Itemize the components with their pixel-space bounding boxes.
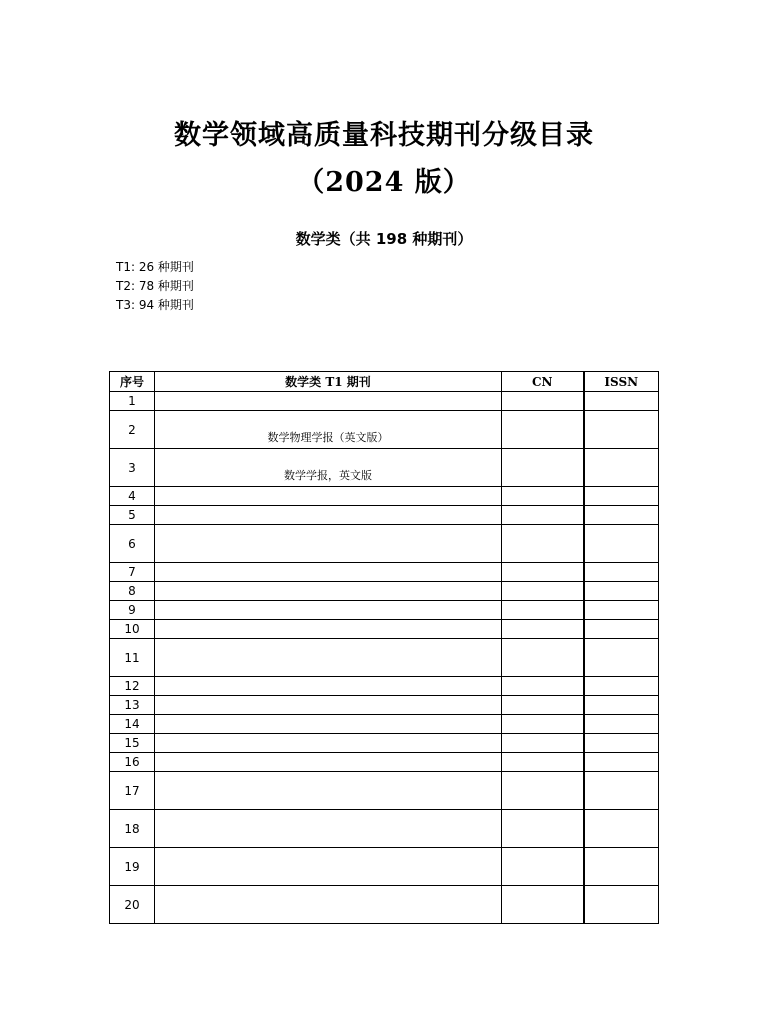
table-row — [110, 848, 659, 886]
row-index: 19 — [110, 848, 155, 886]
header-index: 序号 — [110, 372, 155, 392]
row-index: 1 — [110, 392, 155, 411]
row-index: 15 — [110, 734, 155, 753]
row-index: 5 — [110, 506, 155, 525]
row-cn — [502, 563, 584, 582]
row-issn — [584, 601, 659, 620]
row-issn — [584, 886, 659, 924]
table-header-row — [110, 372, 659, 392]
table-row — [110, 639, 659, 677]
row-journal-name — [155, 810, 502, 848]
row-cn — [502, 753, 584, 772]
row-index: 10 — [110, 620, 155, 639]
row-journal-name — [155, 848, 502, 886]
row-journal-name — [155, 753, 502, 772]
row-journal-name: 数学物理学报（英文版） — [155, 411, 502, 449]
row-cn — [502, 715, 584, 734]
table-row — [110, 810, 659, 848]
row-journal-name — [155, 525, 502, 563]
row-cn — [502, 696, 584, 715]
row-cn — [502, 734, 584, 753]
row-index: 17 — [110, 772, 155, 810]
row-cn — [502, 506, 584, 525]
row-issn — [584, 772, 659, 810]
row-journal-name — [155, 487, 502, 506]
row-journal-name — [155, 620, 502, 639]
table-row — [110, 582, 659, 601]
row-issn — [584, 392, 659, 411]
row-index: 7 — [110, 563, 155, 582]
row-index: 3 — [110, 449, 155, 487]
document-edition: （2024 版） — [297, 167, 471, 198]
row-journal-name — [155, 715, 502, 734]
row-journal-name — [155, 601, 502, 620]
row-journal-name — [155, 506, 502, 525]
row-issn — [584, 563, 659, 582]
row-issn — [584, 677, 659, 696]
row-index: 18 — [110, 810, 155, 848]
row-journal-name — [155, 886, 502, 924]
table-row — [110, 696, 659, 715]
row-issn — [584, 620, 659, 639]
row-cn — [502, 620, 584, 639]
row-issn — [584, 525, 659, 563]
header-issn: ISSN — [584, 372, 659, 392]
row-cn — [502, 392, 584, 411]
header-cn: CN — [502, 372, 584, 392]
category-heading: 数学类（共 198 种期刊） — [295, 230, 473, 248]
row-journal-name — [155, 563, 502, 582]
row-issn — [584, 696, 659, 715]
row-cn — [502, 639, 584, 677]
row-issn — [584, 582, 659, 601]
row-index: 12 — [110, 677, 155, 696]
table-row — [110, 620, 659, 639]
row-index: 11 — [110, 639, 155, 677]
table-row — [110, 411, 659, 449]
row-cn — [502, 677, 584, 696]
row-index: 2 — [110, 411, 155, 449]
row-issn — [584, 734, 659, 753]
table-row — [110, 753, 659, 772]
row-journal-name — [155, 582, 502, 601]
row-issn — [584, 848, 659, 886]
row-journal-name — [155, 392, 502, 411]
table-row — [110, 677, 659, 696]
row-issn — [584, 639, 659, 677]
row-cn — [502, 525, 584, 563]
journal-table — [109, 371, 659, 924]
table-row — [110, 563, 659, 582]
row-journal-name — [155, 734, 502, 753]
row-cn — [502, 411, 584, 449]
row-index: 8 — [110, 582, 155, 601]
row-cn — [502, 772, 584, 810]
table-body — [110, 392, 659, 924]
header-journal: 数学类 T1 期刊 — [155, 372, 502, 392]
row-index: 4 — [110, 487, 155, 506]
row-cn — [502, 449, 584, 487]
row-cn — [502, 810, 584, 848]
row-journal-name — [155, 772, 502, 810]
row-journal-name — [155, 696, 502, 715]
row-index: 20 — [110, 886, 155, 924]
tier-count-t1: T1: 26 种期刊 — [116, 260, 194, 274]
tier-counts — [116, 258, 194, 315]
row-cn — [502, 886, 584, 924]
table-row — [110, 772, 659, 810]
tier-count-t2: T2: 78 种期刊 — [116, 279, 194, 293]
row-journal-name — [155, 639, 502, 677]
row-cn — [502, 487, 584, 506]
document-title: 数学领域高质量科技期刊分级目录 — [174, 120, 594, 151]
table-row — [110, 487, 659, 506]
table-row — [110, 886, 659, 924]
row-journal-name — [155, 677, 502, 696]
row-index: 13 — [110, 696, 155, 715]
row-issn — [584, 411, 659, 449]
table-row — [110, 449, 659, 487]
row-issn — [584, 753, 659, 772]
row-issn — [584, 487, 659, 506]
row-issn — [584, 810, 659, 848]
table-row — [110, 715, 659, 734]
tier-count-t3: T3: 94 种期刊 — [116, 298, 194, 312]
row-cn — [502, 582, 584, 601]
row-index: 16 — [110, 753, 155, 772]
row-issn — [584, 506, 659, 525]
row-index: 14 — [110, 715, 155, 734]
table-row — [110, 392, 659, 411]
table-row — [110, 525, 659, 563]
row-issn — [584, 715, 659, 734]
row-cn — [502, 601, 584, 620]
table-row — [110, 506, 659, 525]
row-issn — [584, 449, 659, 487]
row-index: 9 — [110, 601, 155, 620]
row-index: 6 — [110, 525, 155, 563]
table-row — [110, 734, 659, 753]
row-cn — [502, 848, 584, 886]
row-journal-name: 数学学报，英文版 — [155, 449, 502, 487]
table-row — [110, 601, 659, 620]
